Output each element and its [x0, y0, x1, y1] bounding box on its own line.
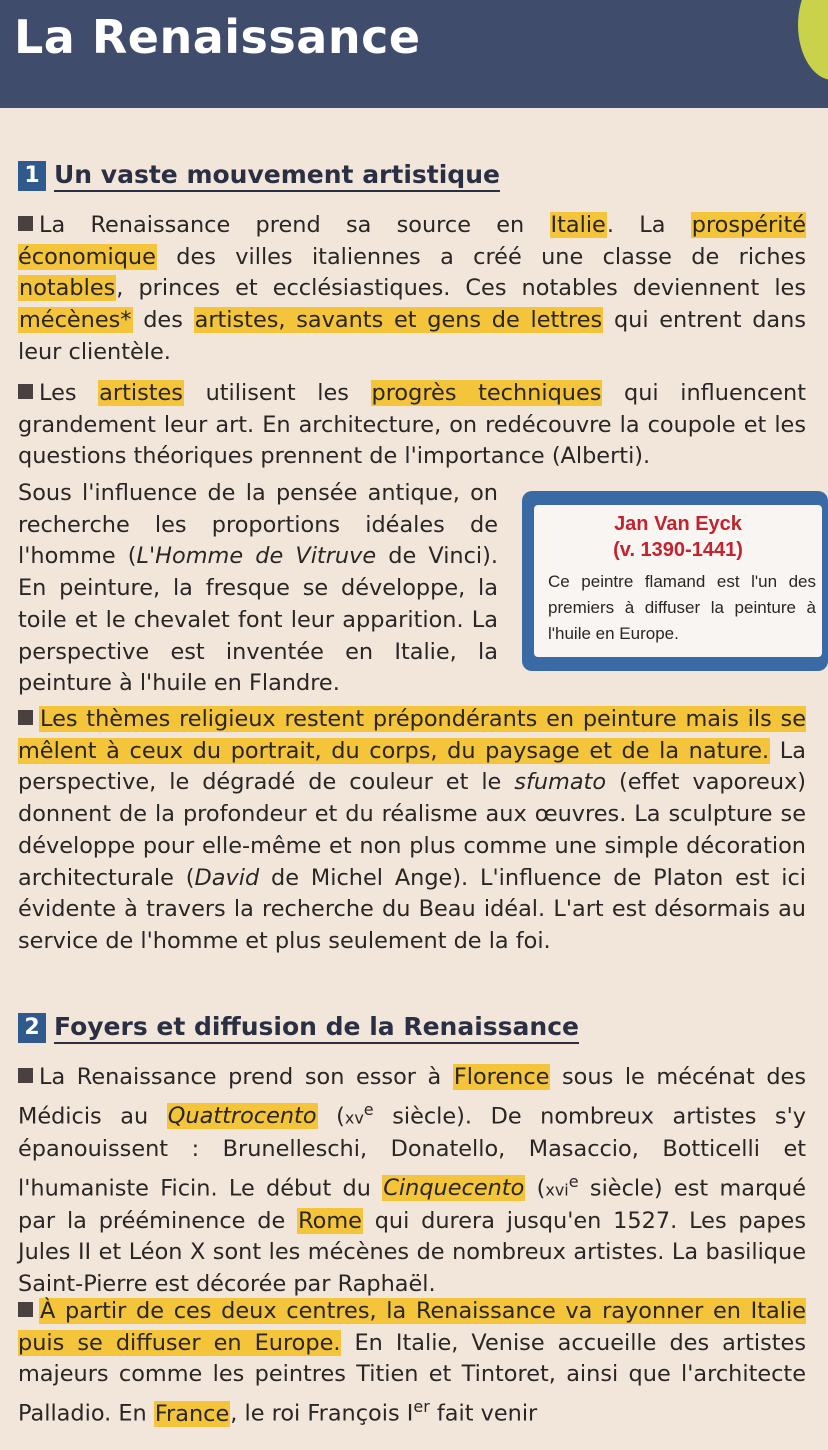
highlight-prosperite: prospérité économique — [18, 212, 806, 270]
square-bullet-icon — [18, 216, 33, 231]
info-box-dates: (v. 1390-1441) — [613, 539, 743, 561]
section-1-paragraph-2: Les artistes utilisent les progrès techniques qui influencent grandement leur art. En architecture, on redécouvre la coupole et les questions théoriques prennent de l'importance (Alberti). — [18, 380, 806, 470]
section-1-number: 1 — [18, 161, 46, 191]
highlight-cinquecento: Cinquecento — [383, 1175, 525, 1202]
highlight-artistes-savants: artistes, savants et gens de lettres — [194, 307, 603, 334]
highlight-quattrocento: Quattrocento — [167, 1103, 317, 1130]
highlight-progres-techniques: progrès techniques — [371, 380, 602, 406]
square-bullet-icon — [18, 1068, 33, 1083]
info-box-inner — [534, 505, 822, 657]
section-2-number: 2 — [18, 1013, 46, 1043]
section-2-paragraph-1: La Renaissance prend son essor à Florence sous le mécénat des Médicis au Quattrocento ($xv^e$ siècle). De nombreux artistes s'y épanouissent : Brunelleschi, Donatello, Masaccio, Botticelli et l'humaniste Ficin. Le début du Cinquecento (xvi$^e$ siècle) est marqué par la prééminence de Rome qui durera jusqu'en 1527. Les papes Jules II et Léon X sont les mécènes de nombreux artistes. La basilique Saint-Pierre est décorée par Raphaël. — [18, 1064, 807, 1298]
highlight-italie: Italie — [550, 212, 606, 238]
square-bullet-icon — [18, 384, 33, 399]
section-1-paragraph-2-continued: Sous l'influence de la pensée antique, on recherche les proportions idéales de l'homme (L'Homme de Vitruve de Vinci). En peinture, la fresque se développe, la toile et le chevalet font leur apparition. La perspective est inventée en Italie, la peinture à l'huile en Flandre. — [18, 480, 499, 697]
square-bullet-icon — [18, 710, 33, 725]
info-box-van-eyck — [522, 491, 828, 671]
info-box-name: Jan Van Eyck — [614, 513, 742, 535]
highlight-rayonner: À partir de ces deux centres, la Renaissance va rayonner en Italie puis se diffuser en Europe. — [18, 1298, 806, 1356]
page-title: La Renaissance — [14, 10, 421, 64]
highlight-rome: Rome — [298, 1207, 362, 1234]
highlight-notables: notables — [19, 275, 116, 302]
section-2-paragraph-2: À partir de ces deux centres, la Renaissance va rayonner en Italie puis se diffuser en Europe. En Italie, Venise accueille des artistes majeurs comme les peintres Titien et Tintoret, ainsi que l'architecte Palladio. En France, le roi François Ier fait venir — [18, 1298, 806, 1427]
section-1-heading — [18, 160, 500, 192]
page-header — [0, 0, 828, 108]
highlight-themes-religieux: Les thèmes religieux restent prépondérants en peinture mais ils se mêlent à ceux du portrait, du corps, du paysage et de la nature. — [18, 706, 806, 764]
info-box-description: Ce peintre flamand est l'un des premiers à diffuser la peinture à l'huile en Europe. — [548, 572, 816, 643]
section-2-heading — [18, 1012, 579, 1044]
highlight-france: France — [154, 1400, 230, 1427]
section-2-title: Foyers et diffusion de la Renaissance — [54, 1012, 579, 1044]
section-1-paragraph-3: Les thèmes religieux restent prépondérants en peinture mais ils se mêlent à ceux du portrait, du corps, du paysage et de la nature. La perspective, le dégradé de couleur et le sfumato (effet vaporeux) donnent de la profondeur et du réalisme aux œuvres. La sculpture se développe pour elle-même et non plus comme une simple décoration architecturale (David de Michel Ange). L'influence de Platon est ici évidente à travers la recherche du Beau idéal. L'art est désormais au service de l'homme et plus seulement de la foi. — [18, 706, 806, 954]
decorative-circle — [798, 0, 828, 80]
square-bullet-icon — [18, 1302, 33, 1317]
highlight-florence: Florence — [453, 1064, 550, 1090]
section-1-title: Un vaste mouvement artistique — [54, 160, 500, 192]
highlight-artistes: artistes — [99, 380, 183, 406]
highlight-mecenes: mécènes* — [19, 307, 132, 334]
section-1-paragraph-1: La Renaissance prend sa source en Italie. La prospérité économique des villes italiennes a créé une classe de riches notables, princes et ecclésiastiques. Ces notables deviennent les mécènes* des artistes, savants et gens de lettres qui entrent dans leur clientèle. — [18, 212, 806, 365]
